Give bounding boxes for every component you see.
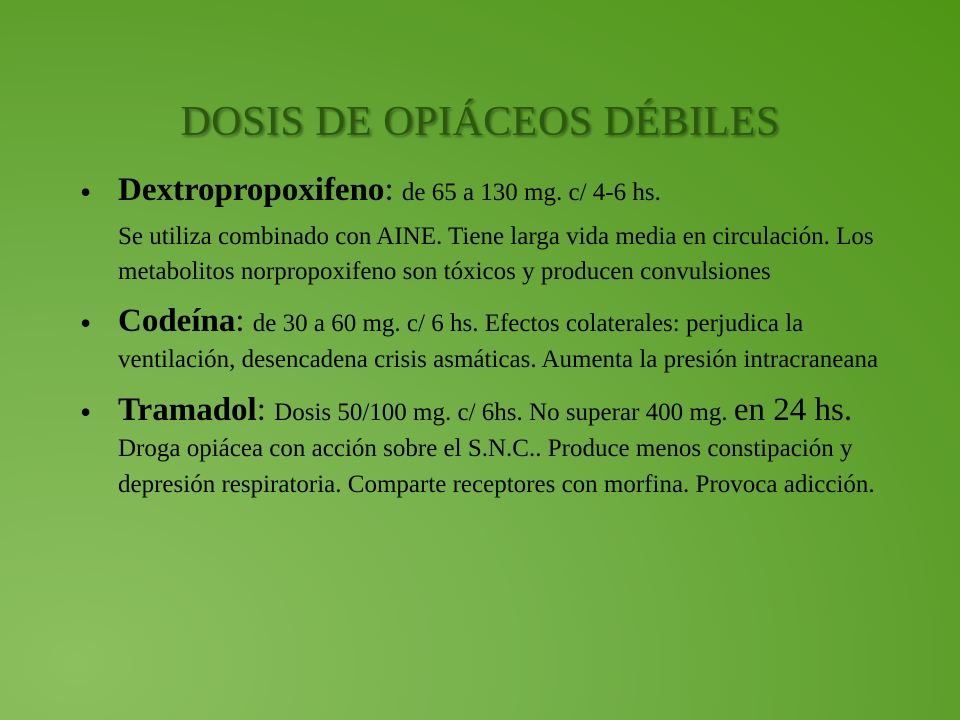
drug-dose: de 65 a 130 mg. c/ 4-6 hs. — [401, 179, 661, 206]
bullet-marker: • — [80, 394, 92, 430]
drug-name: Dextropropoxifeno — [118, 172, 385, 208]
bullet-marker: • — [80, 174, 92, 210]
bullet-list — [80, 172, 900, 517]
drug-note: Se utiliza combinado con AINE. Tiene larga vida media en circulación. Los metabolitos norpropoxifeno son tóxicos y producen convulsiones — [118, 223, 874, 285]
drug-description: de 30 a 60 mg. c/ 6 hs. Efectos colaterales: perjudica la ventilación, desencadena crisis asmáticas. Aumenta la presión intracraneana — [118, 310, 879, 373]
drug-name: Tramadol — [118, 392, 257, 428]
drug-name: Codeína — [118, 303, 236, 339]
list-item-tramadol: • Tramadol: Dosis 50/100 mg. c/ 6hs. No superar 400 mg. en 24 hs. Droga opiácea con acción sobre el S.N.C.. Produce menos constipación y depresión respiratoria. Comparte receptores con morfina. Provoca adicción. — [80, 392, 875, 498]
drug-dose: Dosis 50/100 mg. c/ 6hs. No superar 400 mg. — [274, 399, 728, 426]
drug-description: Droga opiácea con acción sobre el S.N.C.. Produce menos constipación y depresión respiratoria. Comparte receptores con morfina. Provoca adicción. — [118, 435, 875, 498]
list-item-codeina: • Codeína: de 30 a 60 mg. c/ 6 hs. Efectos colaterales: perjudica la ventilación, desencadena crisis asmáticas. Aumenta la presión intracraneana — [80, 303, 879, 373]
slide-title: DOSIS DE OPIÁCEOS DÉBILES — [180, 99, 780, 145]
bullet-marker: • — [80, 305, 92, 341]
drug-dose-emphasis: en 24 hs. — [733, 392, 853, 428]
list-item-dextropropoxifeno: • Dextropropoxifeno: de 65 a 130 mg. c/ 4-6 hs. Se utiliza combinado con AINE. Tiene larga vida media en circulación. Los metabolitos norpropoxifeno son tóxicos y producen convulsiones — [80, 172, 900, 289]
